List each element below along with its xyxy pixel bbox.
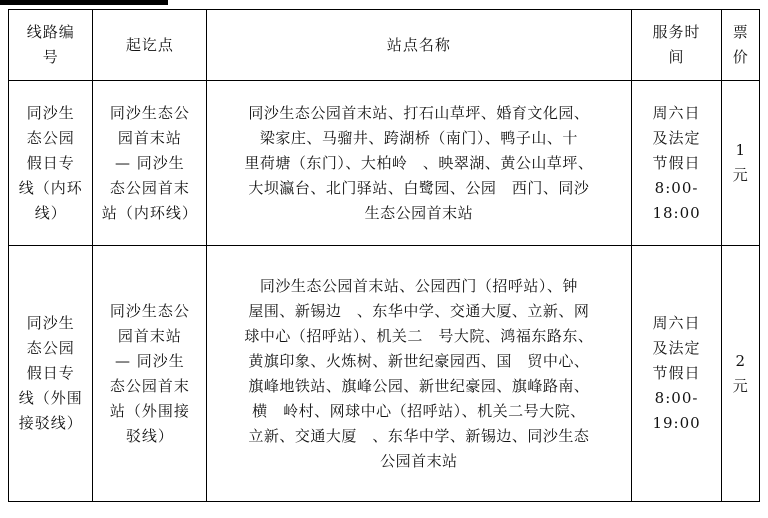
service-time-cell: 周六日 及法定 节假日 8:00- 19:00 <box>631 246 722 502</box>
terminus-cell: 同沙生态公 园首末站 — 同沙生 态公园首末 站（外围接 驳线） <box>93 246 207 502</box>
bus-route-table <box>8 9 760 502</box>
table-row <box>9 81 760 246</box>
header-stations: 站点名称 <box>207 10 632 81</box>
top-rule <box>0 0 168 5</box>
fare-cell: 1 元 <box>722 81 760 246</box>
header-service-time: 服务时 间 <box>631 10 722 81</box>
header-row <box>9 10 760 81</box>
stations-cell: 同沙生态公园首末站、打石山草坪、婚育文化园、 梁家庄、马骝井、跨湖桥（南门）、鸭子山、十 里荷塘（东门）、大柏岭 、映翠湖、黄公山草坪、 大坝瀛台、北门驿站、白鹭园、公园 西门、同沙 生态公园首末站 <box>207 81 632 246</box>
service-time-cell: 周六日 及法定 节假日 8:00- 18:00 <box>631 81 722 246</box>
fare-cell: 2 元 <box>722 246 760 502</box>
stations-cell: 同沙生态公园首末站、公园西门（招呼站）、钟 屋围、新锡边 、东华中学、交通大厦、立新、网 球中心（招呼站）、机关二 号大院、鸿福东路东、 黄旗印象、火炼树、新世纪豪园西、国 贸中心、 旗峰地铁站、旗峰公园、新世纪豪园、旗峰路南、 横 岭村、网球中心（招呼站）、机关二号大院、 立新、交通大厦 、东华中学、新锡边、同沙生态 公园首末站 <box>207 246 632 502</box>
header-route-number: 线路编 号 <box>9 10 93 81</box>
route-name-cell: 同沙生 态公园 假日专 线（外围 接驳线） <box>9 246 93 502</box>
header-terminus: 起讫点 <box>93 10 207 81</box>
route-name-cell: 同沙生 态公园 假日专 线（内环 线） <box>9 81 93 246</box>
table-row <box>9 246 760 502</box>
header-fare: 票 价 <box>722 10 760 81</box>
terminus-cell: 同沙生态公 园首末站 — 同沙生 态公园首末 站（内环线） <box>93 81 207 246</box>
